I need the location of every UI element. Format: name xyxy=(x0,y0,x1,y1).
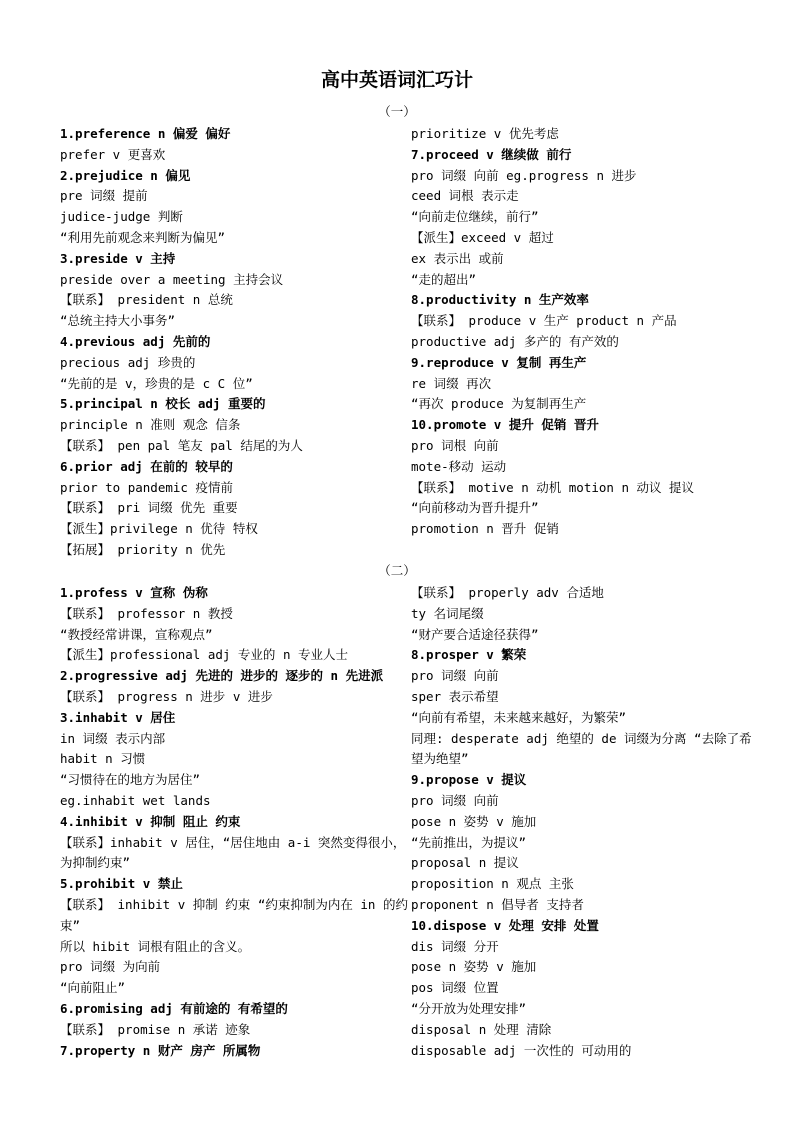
vocab-heading: 7.property n 财产 房产 所属物 xyxy=(60,1042,261,1058)
vocab-line: proposition n 观点 主张 xyxy=(411,876,574,892)
vocab-line: precious adj 珍贵的 xyxy=(60,354,196,370)
vocab-line: “走的超出” xyxy=(411,271,477,287)
vocab-line: ex 表示出 或前 xyxy=(411,250,504,266)
vocab-line: ty 名词尾缀 xyxy=(411,605,484,621)
vocab-line: prefer v 更喜欢 xyxy=(60,146,166,162)
section-label-2: （二） xyxy=(378,563,416,578)
vocab-line: in 词缀 表示内部 xyxy=(60,730,166,746)
vocab-line: pro 词缀 向前 xyxy=(411,792,499,808)
vocab-heading: 10.promote v 提升 促销 晋升 xyxy=(411,417,599,433)
vocab-line: dis 词缀 分开 xyxy=(411,938,499,954)
vocab-line: mote-移动 运动 xyxy=(411,458,507,474)
vocab-line: pose n 姿势 v 施加 xyxy=(411,959,537,975)
vocab-line: pro 词根 向前 xyxy=(411,437,499,453)
vocab-line: 【联系】 produce v 生产 product n 产品 xyxy=(411,313,677,329)
vocab-line: 【联系】 president n 总统 xyxy=(60,292,233,308)
vocab-line: 【联系】 motive n 动机 motion n 动议 提议 xyxy=(411,479,695,495)
section-2-left-column xyxy=(60,583,410,1061)
vocab-line: pose n 姿势 v 施加 xyxy=(411,813,537,829)
vocab-heading: 9.propose v 提议 xyxy=(411,772,527,788)
vocab-line: 【联系】 progress n 进步 v 进步 xyxy=(60,688,273,704)
vocab-line: pro 词缀 向前 eg.progress n 进步 xyxy=(411,167,637,183)
vocab-line: sper 表示希望 xyxy=(411,688,499,704)
vocab-line: 【联系】inhabit v 居住，“居住地由 a-i 突然变得很小，为抑制约束” xyxy=(60,834,406,871)
vocab-line: disposal n 处理 清除 xyxy=(411,1021,552,1037)
vocab-line: pro 词缀 向前 xyxy=(411,668,499,684)
vocab-line: “利用先前观念来判断为偏见” xyxy=(60,229,226,245)
vocab-line: prior to pandemic 疫情前 xyxy=(60,479,233,495)
vocab-line: proposal n 提议 xyxy=(411,855,519,871)
vocab-line: “先前的是 v，珍贵的是 c C 位” xyxy=(60,375,253,391)
vocab-heading: 2.prejudice n 偏见 xyxy=(60,167,191,183)
vocab-line: re 词缀 再次 xyxy=(411,375,492,391)
vocab-heading: 3.preside v 主持 xyxy=(60,250,176,266)
vocab-heading: 4.previous adj 先前的 xyxy=(60,333,211,349)
vocab-heading: 5.prohibit v 禁止 xyxy=(60,876,183,892)
vocab-line: 【联系】 promise n 承诺 迹象 xyxy=(60,1021,251,1037)
vocab-line: pre 词缀 提前 xyxy=(60,188,148,204)
vocab-line: disposable adj 一次性的 可动用的 xyxy=(411,1042,632,1058)
page-title: 高中英语词汇巧计 xyxy=(320,69,473,91)
vocab-heading: 9.reproduce v 复制 再生产 xyxy=(411,354,587,370)
vocab-line: promotion n 晋升 促销 xyxy=(411,521,559,537)
section-1-right-column xyxy=(411,124,761,540)
vocab-heading: 8.productivity n 生产效率 xyxy=(411,292,589,308)
vocab-line: “向前走位继续，前行” xyxy=(411,209,539,225)
section-label-1: （一） xyxy=(378,104,416,119)
section-1-left-column xyxy=(60,124,410,561)
vocab-line: 所以 hibit 词根有阻止的含义。 xyxy=(60,938,251,954)
vocab-line: ceed 词根 表示走 xyxy=(411,188,519,204)
vocab-line: 【派生】privilege n 优待 特权 xyxy=(60,521,258,537)
vocab-heading: 1.profess v 宣称 伪称 xyxy=(60,585,208,600)
vocab-heading: 1.preference n 偏爱 偏好 xyxy=(60,126,231,141)
vocab-heading: 4.inhibit v 抑制 阻止 约束 xyxy=(60,813,241,829)
vocab-line: principle n 准则 观念 信条 xyxy=(60,417,241,433)
vocab-heading: 6.promising adj 有前途的 有希望的 xyxy=(60,1000,288,1016)
vocab-line: “财产要合适途径获得” xyxy=(411,626,539,642)
vocab-heading: 8.prosper v 繁荣 xyxy=(411,647,527,663)
vocab-line: productive adj 多产的 有产效的 xyxy=(411,333,619,349)
vocab-line: proponent n 倡导者 支持者 xyxy=(411,896,584,912)
vocab-line: 【联系】 inhibit v 抑制 约束 “约束抑制为内在 in 的约束” xyxy=(60,896,408,933)
vocab-heading: 10.dispose v 处理 安排 处置 xyxy=(411,917,599,933)
vocab-line: “向前有希望，未来越来越好，为繁荣” xyxy=(411,709,627,725)
vocab-line: 【派生】professional adj 专业的 n 专业人士 xyxy=(60,647,349,663)
vocab-line: prioritize v 优先考虑 xyxy=(411,126,559,141)
vocab-line: 【拓展】 priority n 优先 xyxy=(60,541,226,557)
vocab-line: preside over a meeting 主持会议 xyxy=(60,271,284,287)
vocab-line: pro 词缀 为向前 xyxy=(60,959,161,975)
vocab-line: habit n 习惯 xyxy=(60,751,146,767)
vocab-line: 同理: desperate adj 绝望的 de 词缀为分离 “去除了希望为绝望” xyxy=(411,730,752,767)
vocab-line: “分开放为处理安排” xyxy=(411,1000,527,1016)
vocab-line: “先前推出，为提议” xyxy=(411,834,527,850)
vocab-line: “向前阻止” xyxy=(60,980,126,996)
section-2-right-column xyxy=(411,583,761,1061)
vocab-line: “向前移动为晋升提升” xyxy=(411,500,539,516)
vocab-line: “再次 produce 为复制再生产 xyxy=(411,396,587,412)
vocab-line: eg.inhabit wet lands xyxy=(60,792,211,808)
vocab-line: 【联系】 professor n 教授 xyxy=(60,605,233,621)
vocab-line: pos 词缀 位置 xyxy=(411,980,499,996)
vocab-line: 【联系】 pen pal 笔友 pal 结尾的为人 xyxy=(60,437,303,453)
vocab-line: 【联系】 pri 词缀 优先 重要 xyxy=(60,500,238,516)
vocab-line: 【联系】 properly adv 合适地 xyxy=(411,585,604,600)
vocab-line: 【派生】exceed v 超过 xyxy=(411,229,554,245)
vocab-line: “教授经常讲课，宣称观点” xyxy=(60,626,213,642)
vocab-heading: 7.proceed v 继续做 前行 xyxy=(411,146,572,162)
vocab-line: “习惯待在的地方为居住” xyxy=(60,772,201,788)
vocab-heading: 2.progressive adj 先进的 进步的 逐步的 n 先进派 xyxy=(60,668,384,684)
vocab-line: “总统主持大小事务” xyxy=(60,313,176,329)
vocab-heading: 3.inhabit v 居住 xyxy=(60,709,176,725)
vocab-heading: 6.prior adj 在前的 较早的 xyxy=(60,458,233,474)
vocab-line: judice-judge 判断 xyxy=(60,209,183,225)
vocab-heading: 5.principal n 校长 adj 重要的 xyxy=(60,396,266,412)
